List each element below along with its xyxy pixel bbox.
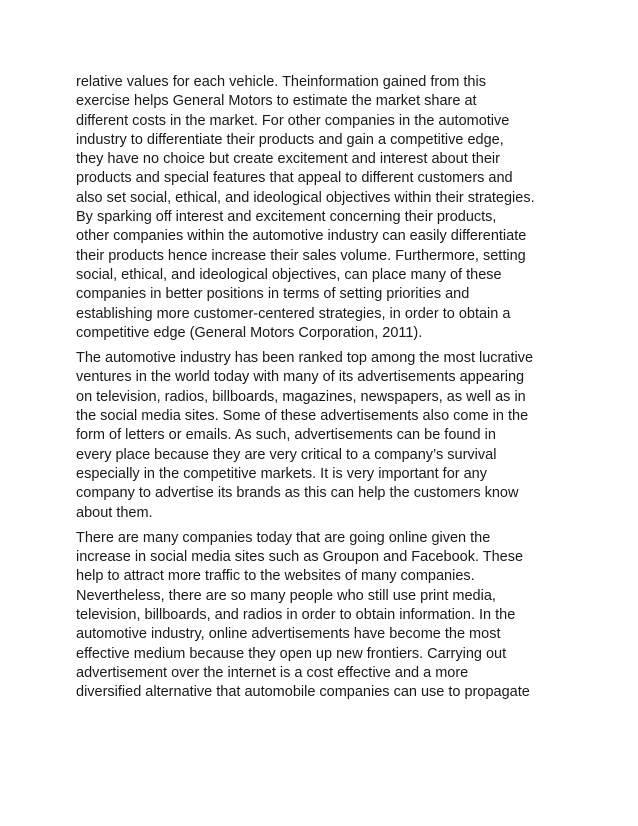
text-line: products and special features that appeal to different customers and [76, 170, 513, 187]
text-line: industry to differentiate their products and gain a competitive edge, [76, 131, 504, 148]
text-line: effective medium because they open up new frontiers. Carrying out [76, 645, 507, 662]
text-line: increase in social media sites such as Groupon and Facebook. These [76, 549, 524, 566]
text-line: form of letters or emails. As such, advertisements can be found in [76, 427, 496, 444]
body-text [76, 73, 596, 709]
text-line: their products hence increase their sales volume. Furthermore, setting [76, 247, 526, 264]
text-line: competitive edge (General Motors Corporation, 2011). [76, 324, 423, 341]
text-line: relative values for each vehicle. Theinformation gained from this [76, 74, 486, 90]
text-line: different costs in the market. For other companies in the automotive [76, 112, 510, 129]
text-line: other companies within the automotive industry can easily differentiate [76, 228, 527, 245]
text-line: establishing more customer-centered strategies, in order to obtain a [76, 305, 511, 322]
text-line: companies in better positions in terms of setting priorities and [76, 286, 470, 303]
text-line: automotive industry, online advertisements have become the most [76, 626, 501, 643]
text-line: help to attract more traffic to the websites of many companies. [76, 568, 475, 585]
text-line: especially in the competitive markets. It is very important for any [76, 465, 487, 482]
text-line: on television, radios, billboards, magazines, newspapers, as well as in [76, 388, 526, 405]
paragraph-2 [76, 349, 596, 523]
paragraph-3 [76, 529, 596, 703]
text-line: every place because they are very critical to a company’s survival [76, 446, 497, 463]
text-line: Nevertheless, there are so many people who still use print media, [76, 587, 496, 604]
text-line: ventures in the world today with many of its advertisements appearing [76, 369, 525, 386]
text-line: television, billboards, and radios in order to obtain information. In the [76, 607, 516, 624]
text-line: company to advertise its brands as this can help the customers know [76, 485, 519, 502]
text-line: advertisement over the internet is a cost effective and a more [76, 664, 469, 681]
text-line: There are many companies today that are going online given the [76, 529, 491, 546]
text-line: the social media sites. Some of these advertisements also come in the [76, 408, 529, 425]
text-line: By sparking off interest and excitement concerning their products, [76, 209, 497, 226]
text-line: social, ethical, and ideological objectives, can place many of these [76, 266, 502, 283]
text-line: about them. [76, 504, 153, 521]
text-line: also set social, ethical, and ideological objectives within their strategies. [76, 189, 535, 206]
text-line: The automotive industry has been ranked top among the most lucrative [76, 350, 534, 367]
text-line: exercise helps General Motors to estimate the market share at [76, 93, 477, 110]
paragraph-1 [76, 73, 596, 343]
text-line: they have no choice but create excitement and interest about their [76, 151, 500, 168]
text-line: diversified alternative that automobile companies can use to propagate [76, 684, 530, 701]
